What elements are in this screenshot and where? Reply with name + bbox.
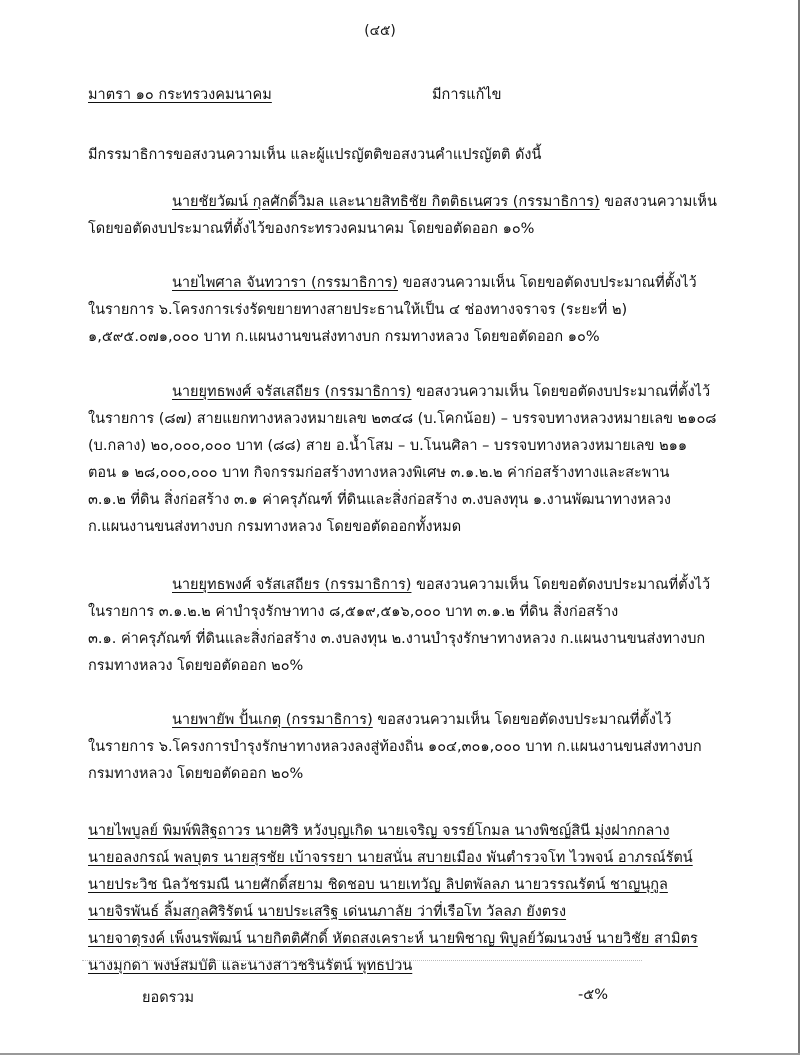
total-value: -๕%: [578, 987, 608, 1003]
reservation-2-line: ๑,๕๙๕.๐๗๑,๐๐๐ บาท ก.แผนงานขนส่งทางบก กรมทางหลวง โดยขอตัดออก ๑๐%: [88, 329, 600, 345]
intro-paragraph: มีกรรมาธิการขอสงวนความเห็น และผู้แปรญัตติขอสงวนคำแปรญัตติ ดังนี้: [88, 147, 542, 163]
reservation-3-line: ก.แผนงานขนส่งทางบก กรมทางหลวง โดยขอตัดออกทั้งหมด: [88, 519, 462, 535]
reservation-5-name: นายพายัพ ปั้นเกตุ (กรรมาธิการ): [172, 712, 373, 728]
reservation-item-1: [172, 191, 717, 213]
reservation-5-line: ในรายการ ๖.โครงการบำรุงรักษาทางหลวงลงสู่ท้องถิ่น ๑๐๔,๓๐๑,๐๐๐ บาท ก.แผนงานขนส่งทางบก: [88, 739, 702, 755]
reservation-5-text: ขอสงวนความเห็น โดยขอตัดงบประมาณที่ตั้งไว้: [377, 712, 672, 728]
reservation-3-line: (บ.กลาง) ๒๐,๐๐๐,๐๐๐ บาท (๘๘) สาย อ.น้ำโสม – บ.โนนศิลา – บรรจบทางหลวงหมายเลข ๒๑๑: [88, 438, 688, 454]
divider: [82, 960, 642, 962]
member-list-line: นายจาตุรงค์ เพ็งนรพัฒน์ นายกิตติศักดิ์ หัตถสงเคราะห์ นายพิชาญ พิบูลย์วัฒนวงษ์ นายวิชัย สามิตร: [88, 931, 698, 947]
reservation-4-line: กรมทางหลวง โดยขอตัดออก ๒๐%: [88, 658, 304, 674]
reservation-3-line: ตอน ๑ ๒๘,๐๐๐,๐๐๐ บาท กิจกรรมก่อสร้างทางหลวงพิเศษ ๓.๑.๒.๒ ค่าก่อสร้างทางและสะพาน: [88, 465, 670, 481]
section-title: มาตรา ๑๐ กระทรวงคมนาคม: [88, 87, 272, 103]
reservation-item-4: [172, 574, 710, 596]
page-number: (๔๕): [364, 23, 396, 39]
reservation-2-line: ในรายการ ๖.โครงการเร่งรัดขยายทางสายประธานให้เป็น ๔ ช่องทางจราจร (ระยะที่ ๒): [88, 302, 628, 318]
reservation-4-line: ๓.๑. ค่าครุภัณฑ์ ที่ดินและสิ่งก่อสร้าง ๓.งบลงทุน ๒.งานบำรุงรักษาทางหลวง ก.แผนงานขนส่งทางบก: [88, 631, 706, 647]
reservation-item-5: [172, 709, 671, 731]
reservation-2-text: ขอสงวนความเห็น โดยขอตัดงบประมาณที่ตั้งไว้: [402, 275, 697, 291]
reservation-3-line: ในรายการ (๘๗) สายแยกทางหลวงหมายเลข ๒๓๔๘ (บ.โคกน้อย) – บรรจบทางหลวงหมายเลข ๒๑๐๘: [88, 411, 717, 427]
member-list-line: นายประวิช นิลวัชรมณี นายศักดิ์สยาม ชิดชอบ นายเทวัญ ลิปตพัลลภ นายวรรณรัตน์ ชาญนุกูล: [88, 877, 668, 893]
reservation-4-line: ในรายการ ๓.๑.๒.๒ ค่าบำรุงรักษาทาง ๘,๕๑๙,๕๑๖,๐๐๐ บาท ๓.๑.๒ ที่ดิน สิ่งก่อสร้าง: [88, 604, 619, 620]
reservation-1-name: นายชัยวัฒน์ กุลศักดิ์วิมล และนายสิทธิชัย กิตติธเนศวร (กรรมาธิการ): [172, 194, 600, 210]
member-list-line: นายไพบูลย์ พิมพ์พิสิฐถาวร นายศิริ หวังบุญเกิด นายเจริญ จรรย์โกมล นางพิชญ์สินี มุ่งฝากกลาง: [88, 823, 670, 839]
member-list-line: นายจิรพันธ์ ลิ้มสกุลศิริรัตน์ นายประเสริฐ เด่นนภาลัย ว่าที่เรือโท วัลลภ ยังตรง: [88, 904, 567, 920]
reservation-4-text: ขอสงวนความเห็น โดยขอตัดงบประมาณที่ตั้งไว้: [416, 577, 711, 593]
reservation-2-name: นายไพศาล จันทวารา (กรรมาธิการ): [172, 275, 398, 291]
member-list-line: นายอลงกรณ์ พลบุตร นายสุรชัย เบ้าจรรยา นายสนั่น สบายเมือง พันตำรวจโท ไวพจน์ อาภรณ์รัตน์: [88, 850, 693, 866]
reservation-3-line: ๓.๑.๒ ที่ดิน สิ่งก่อสร้าง ๓.๑ ค่าครุภัณฑ์ ที่ดินและสิ่งก่อสร้าง ๓.งบลงทุน ๑.งานพัฒนาทางหลวง: [88, 492, 671, 508]
reservation-1-line: โดยขอตัดงบประมาณที่ตั้งไว้ของกระทรวงคมนาคม โดยขอตัดออก ๑๐%: [88, 221, 535, 237]
member-list-line: นางมุกดา พงษ์สมบัติ และนางสาวชรินรัตน์ พุทธปวน: [88, 958, 413, 974]
reservation-4-name: นายยุทธพงศ์ จรัสเสถียร (กรรมาธิการ): [172, 577, 412, 593]
total-label: ยอดรวม: [142, 990, 195, 1006]
reservation-3-name: นายยุทธพงศ์ จรัสเสถียร (กรรมาธิการ): [172, 384, 412, 400]
reservation-3-text: ขอสงวนความเห็น โดยขอตัดงบประมาณที่ตั้งไว้: [416, 384, 711, 400]
reservation-1-text: ขอสงวนความเห็น: [604, 194, 717, 210]
reservation-5-line: กรมทางหลวง โดยขอตัดออก ๒๐%: [88, 766, 304, 782]
section-status: มีการแก้ไข: [432, 87, 502, 103]
reservation-item-2: [172, 272, 697, 294]
reservation-item-3: [172, 381, 710, 403]
